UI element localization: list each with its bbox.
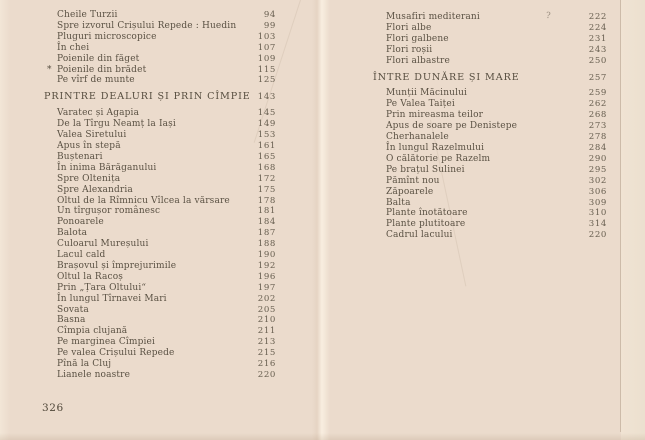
toc-entry-page: 222 [588,12,607,22]
toc-entry-title: Un tîrgușor românesc [57,206,161,217]
toc-entry-page: 278 [588,132,607,143]
toc-entry-title: Pe brațul Sulinei [386,164,465,175]
toc-entry-title: Plante plutitoare [386,219,466,230]
toc-entry-title: Valea Siretului [57,130,127,141]
toc-entry-row [44,65,276,76]
toc-entry-row [44,239,276,250]
toc-entry-row [373,88,607,99]
toc-entry-row [373,45,607,56]
toc-entry-title: Flori roșii [386,44,433,55]
toc-entry-title: Cîmpia clujană [57,326,128,337]
toc-entry-page: 220 [257,370,276,380]
toc-entry-page: 153 [257,130,276,141]
toc-entry-title: Cherhanalele [386,132,449,143]
toc-entry-page: 178 [257,195,276,206]
toc-entry-page: 224 [588,22,607,33]
toc-entry-title: Balta [386,197,411,208]
toc-entry-row [44,359,276,370]
bottom-shadow [0,433,645,440]
toc-entry-title: Pe marginea Cîmpiei [57,337,156,348]
toc-entry-row [373,143,607,154]
toc-entry-page: 309 [588,197,607,208]
toc-entry-row [44,54,276,65]
toc-entry-title: Lacul cald [57,250,106,261]
toc-entry-title: Prin „Țara Oltului“ [57,282,147,293]
toc-entry-page: 192 [257,260,276,271]
toc-entry-title: În lungul Razelmului [386,142,485,153]
toc-entry-page: 231 [588,33,607,44]
toc-entry-page: 216 [257,359,276,370]
toc-entry-row [44,206,276,217]
toc-entry-title: Poienile din făget [57,53,140,64]
toc-entry-title: Pe vîrf de munte [57,75,135,86]
toc-entry-row [44,10,276,21]
toc-entry-row [44,119,276,130]
toc-entry-page: 284 [588,142,607,153]
toc-heading-label: PRINTRE DEALURI ȘI PRIN CÎMPIE [44,91,251,103]
toc-entry-title: Prin mireasma teilor [386,110,484,121]
toc-entry-page: 172 [257,173,276,184]
toc-entry-title: Buștenari [57,151,103,162]
toc-entry-page: 210 [257,315,276,326]
toc-entry-page: 181 [257,206,276,217]
toc-entry-page: 187 [257,228,276,239]
toc-entry-title: Sovata [57,304,89,315]
toc-entry-title: Pe valea Crișului Repede [57,348,175,359]
toc-entry-page: 295 [588,164,607,175]
toc-entry-row [373,208,607,219]
toc-entry-row [44,283,276,294]
toc-entry-row [44,43,276,54]
toc-entry-page: 213 [257,337,276,348]
toc-entry-row [44,315,276,326]
toc-entry-row [373,154,607,165]
toc-entry-row [44,141,276,152]
entry-marker: * [47,64,52,75]
toc-entry-row [44,75,276,86]
toc-entry-title: Spre izvorul Crișului Repede : Huedin [57,20,237,31]
toc-entry-page: 290 [588,153,607,164]
page-fold [312,0,330,440]
toc-entry-title: Spre Alexandria [57,184,133,195]
toc-entry-page: 115 [257,64,276,75]
toc-entry-title: Pe Valea Taiței [386,99,455,110]
toc-entry-row [373,176,607,187]
toc-entry-page: 202 [257,293,276,304]
toc-entry-title: Flori albastre [386,55,450,66]
toc-entry-title: Oltul la Racoș [57,271,124,282]
toc-entry-row [373,198,607,209]
toc-entry-page: 99 [263,20,276,31]
toc-entry-page: 306 [588,186,607,197]
toc-entry-title: Pămînt nou [386,175,440,186]
toc-entry-title: O călătorie pe Razelm [386,153,491,164]
toc-entry-row [44,228,276,239]
toc-entry-row [44,294,276,305]
toc-entry-row [44,108,276,119]
toc-entry-row [373,12,607,23]
toc-entry-page: 215 [257,348,276,359]
toc-entry-page: 103 [257,31,276,42]
toc-entry-row [44,152,276,163]
pencil-mark: ? [545,10,551,22]
toc-entry-title: Apus de soare pe Denistepe [386,121,518,132]
toc-entry-page: 302 [588,175,607,186]
toc-entry-title: Brașovul și împrejurimile [57,260,177,271]
toc-entry-title: Zăpoarele [386,186,434,197]
left-page-toc [44,10,276,381]
toc-entry-row [44,21,276,32]
toc-entry-title: Munții Măcinului [386,88,468,99]
toc-entry-row [44,272,276,283]
toc-entry-row [44,196,276,207]
toc-entry-row [44,250,276,261]
toc-entry-row [44,348,276,359]
toc-entry-title: Ponoarele [57,217,104,228]
toc-entry-title: Flori galbene [386,33,449,44]
toc-entry-row [373,110,607,121]
toc-entry-row [44,32,276,43]
toc-entry-row [373,165,607,176]
toc-entry-title: În chei [57,42,90,53]
toc-entry-title: Flori albe [386,22,432,33]
left-page-number: 326 [42,402,64,414]
toc-entry-page: 268 [588,110,607,121]
toc-entry-page: 196 [257,271,276,282]
toc-entry-row [44,163,276,174]
toc-entry-page: 188 [257,239,276,250]
toc-entry-page: 125 [257,75,276,86]
toc-entry-row [373,56,607,67]
toc-entry-page: 205 [257,304,276,315]
toc-entry-page: 145 [257,108,276,119]
toc-entry-title: Plante înotătoare [386,208,468,219]
toc-entry-row [44,326,276,337]
toc-section-heading [373,73,607,84]
toc-entry-page: 250 [588,55,607,66]
toc-entry-page: 149 [257,119,276,130]
toc-entry-row [373,219,607,230]
toc-entry-title: În lungul Tîrnavei Mari [57,293,167,304]
toc-entry-row [44,130,276,141]
toc-entry-page: 190 [257,250,276,261]
right-page-edge [620,0,621,432]
toc-entry-page: 197 [257,282,276,293]
right-page-toc [373,12,607,241]
toc-entry-title: De la Tîrgu Neamț la Iași [57,119,176,130]
toc-entry-page: 161 [257,140,276,151]
toc-entry-title: Pluguri microscopice [57,31,157,42]
toc-entry-title: Pînă la Cluj [57,359,112,370]
toc-entry-page: 109 [257,53,276,64]
toc-entry-row [44,174,276,185]
toc-heading-page: 143 [257,92,276,103]
toc-entry-page: 314 [588,219,607,230]
toc-entry-title: În inima Bărăganului [57,162,157,173]
toc-entry-title: Apus în stepă [57,140,121,151]
toc-entry-title: Basna [57,315,86,326]
toc-entry-page: 273 [588,121,607,132]
right-page-edge-strip [621,0,645,440]
toc-entry-page: 184 [257,217,276,228]
toc-entry-title: Cadrul lacului [386,230,453,241]
toc-entry-page: 259 [588,88,607,99]
toc-heading-page: 257 [588,72,607,83]
toc-entry-row [373,34,607,45]
toc-entry-title: Cheile Turzii [57,10,118,20]
toc-entry-page: 107 [257,42,276,53]
left-page-edge [0,0,10,440]
toc-entry-page: 165 [257,151,276,162]
toc-entry-row [373,99,607,110]
toc-entry-title: Spre Oltenița [57,173,121,184]
toc-entry-row [44,261,276,272]
toc-entry-row [373,132,607,143]
toc-entry-page: 220 [588,230,607,241]
toc-entry-row [44,217,276,228]
toc-entry-row [44,337,276,348]
toc-heading-label: ÎNTRE DUNĂRE ȘI MARE [373,71,520,83]
toc-entry-page: 94 [263,10,276,20]
toc-entry-row [373,121,607,132]
toc-entry-page: 262 [588,99,607,110]
toc-entry-page: 168 [257,162,276,173]
toc-entry-row [44,305,276,316]
toc-entry-page: 175 [257,184,276,195]
toc-entry-title: Varatec și Agapia [57,108,140,119]
toc-entry-row [373,23,607,34]
toc-entry-page: 310 [588,208,607,219]
toc-entry-title: Culoarul Mureșului [57,239,149,250]
toc-entry-title: Balota [57,228,88,239]
toc-entry-row [44,370,276,381]
toc-entry-title: Poienile din brădet [57,64,147,75]
toc-entry-title: Oltul de la Rîmnicu Vîlcea la vărsare [57,195,230,206]
toc-entry-page: 211 [257,326,276,337]
toc-entry-row [44,185,276,196]
toc-entry-title: Musafiri mediterani [386,12,480,22]
toc-entry-title: Lianele noastre [57,370,131,380]
toc-entry-page: 243 [588,44,607,55]
toc-entry-row [373,187,607,198]
toc-section-heading [44,92,276,103]
toc-entry-row [373,230,607,241]
